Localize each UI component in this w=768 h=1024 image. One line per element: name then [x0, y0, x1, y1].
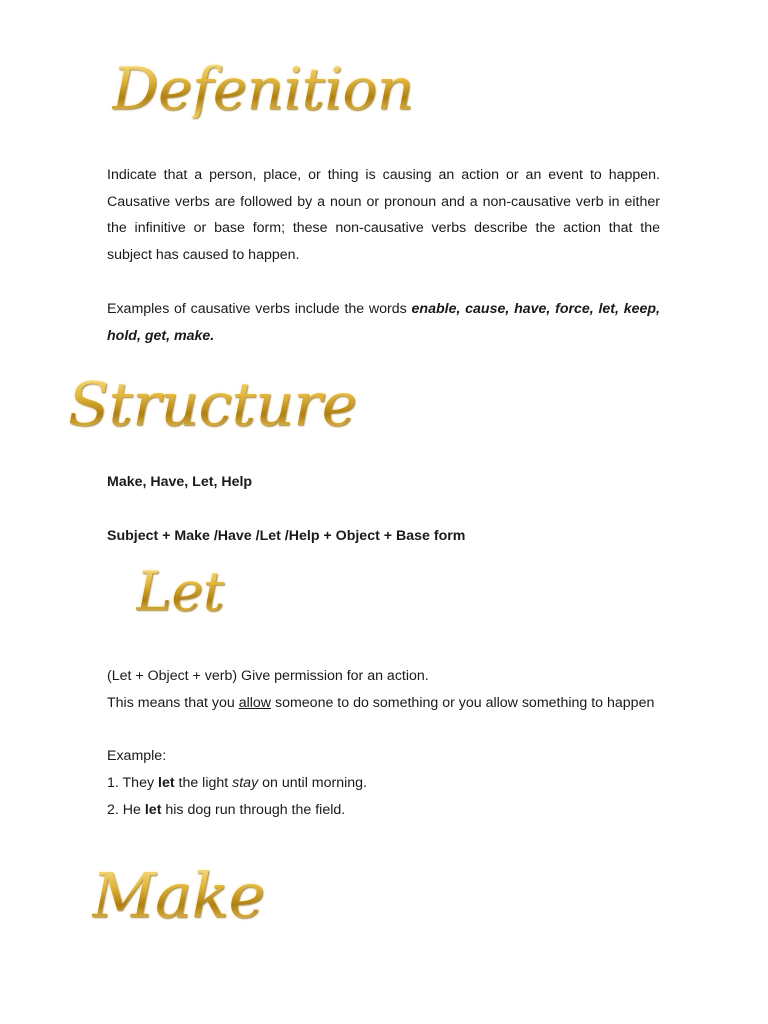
- let-meaning: [107, 690, 660, 717]
- let-meaning-allow: allow: [238, 695, 272, 711]
- definition-paragraph: Indicate that a person, place, or thing is causing an action or an event to happen. Causative verbs are followed by a noun or pronoun and a non-causative verb in either the infinitive or base form; these non-causative verbs describe the action that the subject has caused to happen.: [107, 167, 660, 263]
- examples-intro: Examples of causative verbs include the words: [107, 301, 412, 317]
- structure-verbs: Make, Have, Let, Help: [107, 474, 253, 490]
- example-1-mid: the light: [174, 775, 233, 791]
- example-label: Example:: [107, 748, 167, 764]
- example-1-bold: let: [158, 775, 175, 791]
- let-heading: Let: [136, 560, 225, 623]
- example-1-post: on until morning.: [258, 775, 368, 791]
- structure-heading: Structure: [68, 370, 357, 440]
- let-meaning-post: someone to do something or you allow something to happen: [271, 695, 655, 711]
- example-2-post: his dog run through the field.: [161, 802, 346, 818]
- example-2-bold: let: [144, 802, 162, 818]
- example-2-pre: 2. He: [107, 802, 145, 818]
- example-2: [107, 801, 660, 819]
- example-1-pre: 1. They: [107, 775, 158, 791]
- examples-paragraph: [107, 296, 660, 349]
- example-1: [107, 774, 660, 792]
- examples-words: enable, cause, have, force, let, keep, hold, get, make.: [107, 301, 660, 344]
- definition-heading: Defenition: [112, 55, 414, 123]
- structure-formula: Subject + Make /Have /Let /Help + Object + Base form: [107, 528, 466, 544]
- let-meaning-pre: This means that you: [107, 695, 239, 711]
- let-pattern: (Let + Object + verb) Give permission for an action.: [107, 668, 429, 684]
- example-1-italic: stay: [232, 775, 259, 791]
- make-heading: Make: [92, 859, 265, 932]
